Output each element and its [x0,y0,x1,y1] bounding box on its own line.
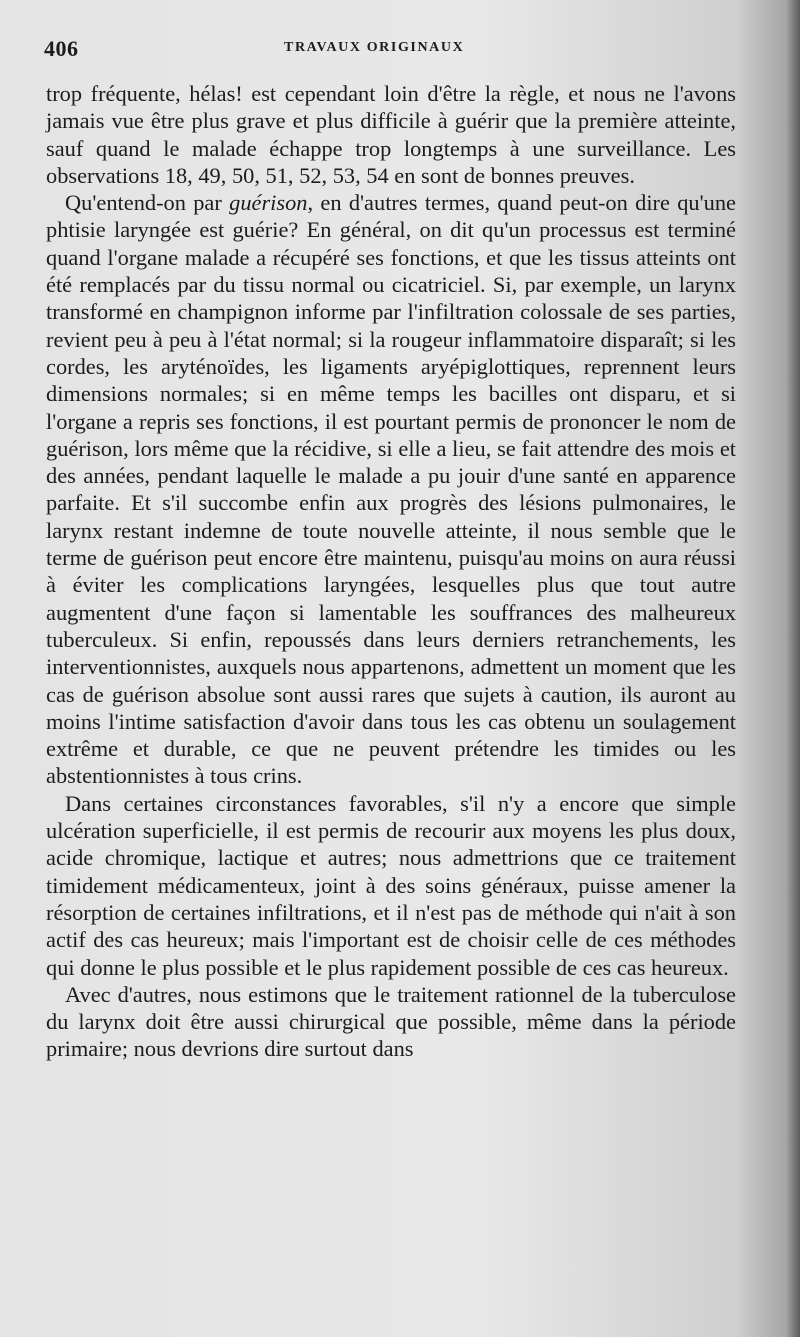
page-number: 406 [44,36,79,61]
body-text [46,80,736,1063]
running-head: TRAVAUX ORIGINAUX [284,40,465,55]
paragraph-1: trop fréquente, hélas! est cependant loin d'être la règle, et nous ne l'avons jamais vue être plus grave et plus difficile à guérir que la première atteinte, sauf quand le malade échappe trop longtemps à une surveillance. Les observations 18, 49, 50, 51, 52, 53, 54 en sont de bonnes preuves. [46,81,736,188]
paragraph-2-lead: Qu'entend-on par [65,190,230,216]
emphasis-guerison: guérison [229,190,308,216]
paragraph-4: Avec d'autres, nous estimons que le traitement rationnel de la tuberculose du larynx doit être aussi chirurgical que possible, même dans la période primaire; nous devrions dire surtout dans [46,981,736,1062]
page-header [44,36,744,62]
paragraph-3: Dans certaines circonstances favorables, s'il n'y a encore que simple ulcération superficielle, il est permis de recourir aux moyens les plus doux, acide chromique, lactique et autres; nous admettrions que ce traitement timidement médicamenteux, joint à des soins généraux, puisse amener la résorption de certaines infiltrations, et il n'est pas de méthode qui n'ait à son actif des cas heureux; mais l'important est de choisir celle de ces méthodes qui donne le plus possible et le plus rapidement possible de ces cas heureux. [46,790,736,980]
paragraph-2 [46,189,736,790]
paragraph-2-rest: , en d'autres termes, quand peut-on dire qu'une phtisie laryngée est guérie? En général, on dit qu'un processus est terminé quand l'organe malade a récupéré ses fonctions, et que les tissus atteints ont été remplacés par du tissu normal ou cicatriciel. Si, par exemple, un larynx transformé en champignon informe par l'infiltration colossale de ses parties, revient peu à peu à l'état normal; si la rougeur inflammatoire disparaît; si les cordes, les aryténoïdes, les ligaments aryépiglottiques, reprennent leurs dimensions normales; si en même temps les bacilles ont disparu, et si l'organe a repris ses fonctions, il est pourtant permis de prononcer le nom de guérison, lors même que la récidive, si elle a lieu, se fait attendre des mois et des années, pendant laquelle le malade a pu jouir d'une santé en apparence parfaite. Et s'il succombe enfin aux progrès des lésions pulmonaires, le larynx restant indemne de toute nouvelle atteinte, il nous semble que le terme de guérison peut encore être maintenu, puisqu'au moins on aura réussi à éviter les complications laryngées, lesquelles plus que tout autre augmentent d'une façon si lamentable les souffrances des malheureux tuberculeux. Si enfin, repoussés dans leurs derniers retranchements, les interventionnistes, auxquels nous appartenons, admettent un moment que les cas de guérison absolue sont aussi rares que sujets à caution, ils auront au moins l'intime satisfaction d'avoir dans tous les cas obtenu un soulagement extrême et durable, ce que ne peuvent prétendre les timides ou les abstentionnistes à tous crins. [46,190,736,789]
binding-shadow [786,0,800,1337]
